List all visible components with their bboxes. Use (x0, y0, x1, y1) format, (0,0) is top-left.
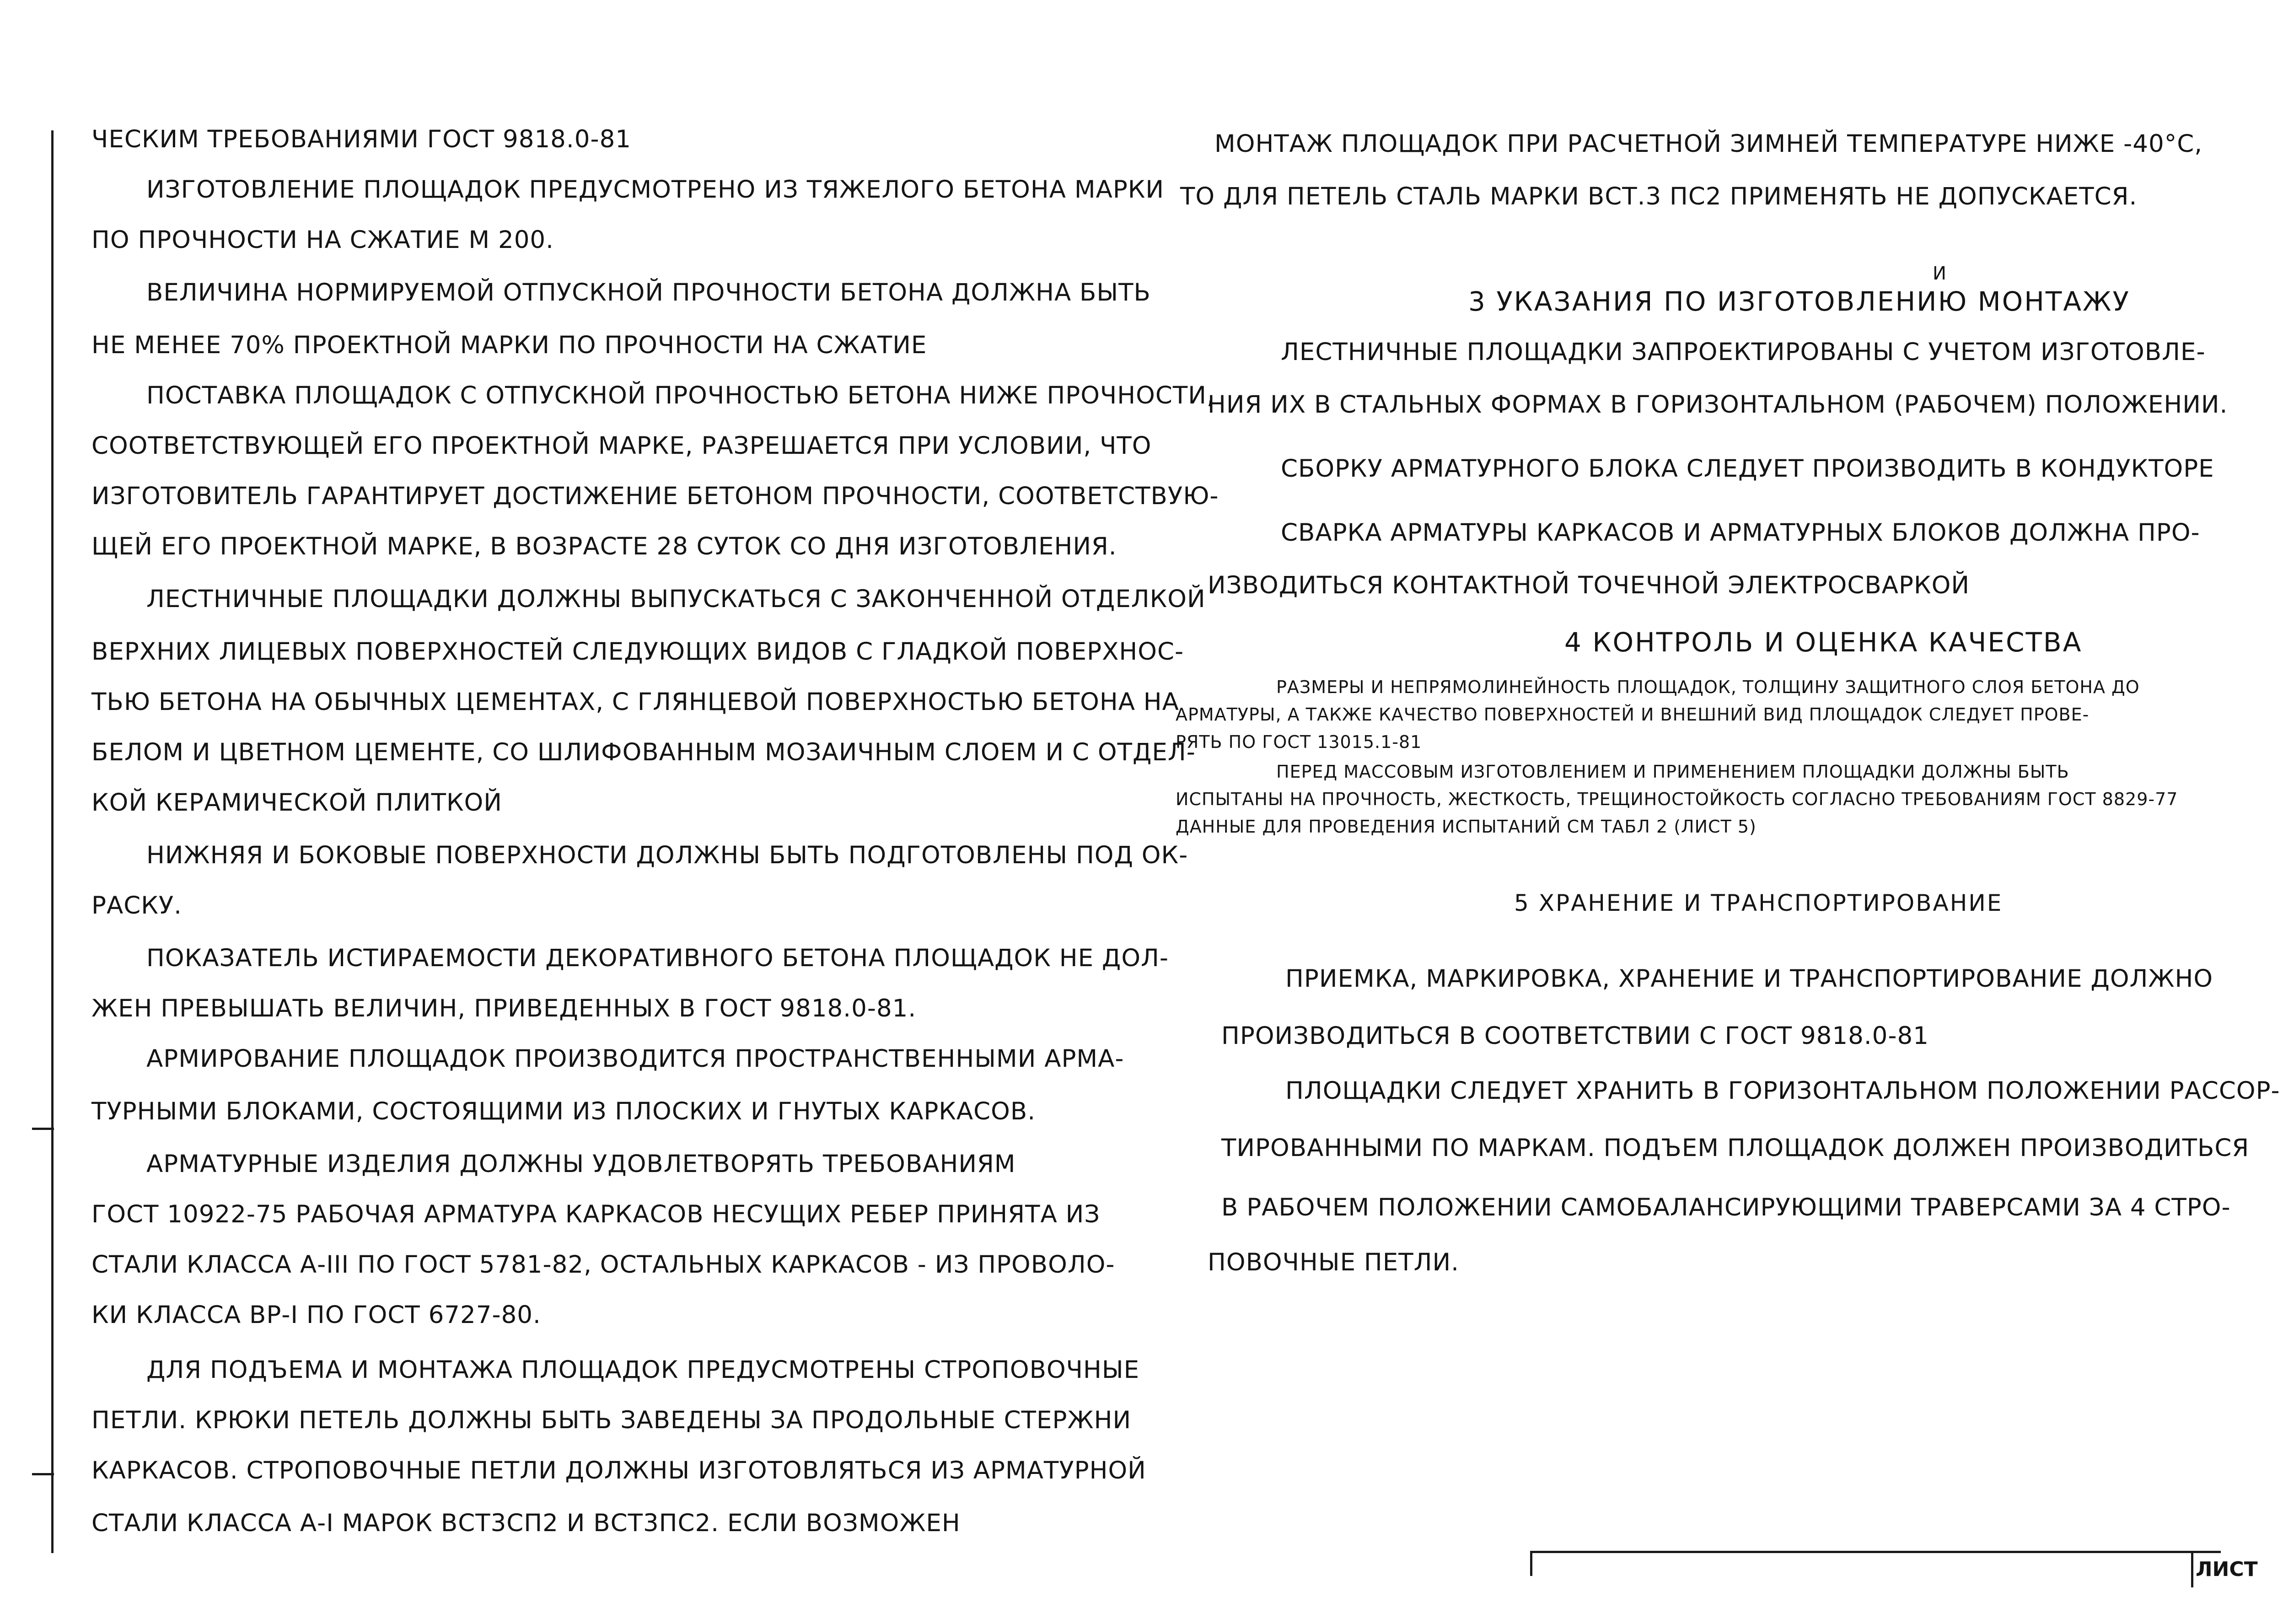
section-3-heading: 3 УКАЗАНИЯ ПО ИЗГОТОВЛЕНИЮ МОНТАЖУ (1468, 286, 2130, 317)
text-line: СТАЛИ КЛАССА А-I МАРОК ВСТ3СП2 И ВСТ3ПС2. ЕСЛИ ВОЗМОЖЕН (91, 1509, 961, 1537)
text-line: ЛЕСТНИЧНЫЕ ПЛОЩАДКИ ЗАПРОЕКТИРОВАНЫ С УЧЕТОМ ИЗГОТОВЛЕ- (1281, 338, 2206, 366)
text-line: ПЛОЩАДКИ СЛЕДУЕТ ХРАНИТЬ В ГОРИЗОНТАЛЬНОМ ПОЛОЖЕНИИ РАССОР- (1285, 1077, 2280, 1105)
text-line: ПРОИЗВОДИТЬСЯ В СООТВЕТСТВИИ С ГОСТ 9818.0-81 (1221, 1022, 1929, 1050)
text-line: ЧЕСКИМ ТРЕБОВАНИЯМИ ГОСТ 9818.0-81 (91, 125, 632, 153)
text-line: ДЛЯ ПОДЪЕМА И МОНТАЖА ПЛОЩАДОК ПРЕДУСМОТРЕНЫ СТРОПОВОЧНЫЕ (146, 1356, 1140, 1384)
text-line: В РАБОЧЕМ ПОЛОЖЕНИИ САМОБАЛАНСИРУЮЩИМИ ТРАВЕРСАМИ ЗА 4 СТРО- (1221, 1194, 2231, 1221)
text-line: ПОВОЧНЫЕ ПЕТЛИ. (1208, 1248, 1459, 1276)
title-block-tick (2191, 1551, 2193, 1587)
text-line: СБОРКУ АРМАТУРНОГО БЛОКА СЛЕДУЕТ ПРОИЗВОДИТЬ В КОНДУКТОРЕ (1281, 455, 2214, 483)
small-text-line: РАЗМЕРЫ И НЕПРЯМОЛИНЕЙНОСТЬ ПЛОЩАДОК, ТОЛЩИНУ ЗАЩИТНОГО СЛОЯ БЕТОНА ДО (1276, 677, 2140, 697)
text-line: КАРКАСОВ. СТРОПОВОЧНЫЕ ПЕТЛИ ДОЛЖНЫ ИЗГОТОВЛЯТЬСЯ ИЗ АРМАТУРНОЙ (91, 1457, 1146, 1484)
section-5-heading: 5 ХРАНЕНИЕ И ТРАНСПОРТИРОВАНИЕ (1514, 890, 2003, 916)
text-line: НИЯ ИХ В СТАЛЬНЫХ ФОРМАХ В ГОРИЗОНТАЛЬНОМ (РАБОЧЕМ) ПОЛОЖЕНИИ. (1208, 391, 2228, 419)
text-line: СООТВЕТСТВУЮЩЕЙ ЕГО ПРОЕКТНОЙ МАРКЕ, РАЗРЕШАЕТСЯ ПРИ УСЛОВИИ, ЧТО (91, 432, 1152, 460)
sheet-label: ЛИСТ (2196, 1558, 2258, 1581)
text-line: ТУРНЫМИ БЛОКАМИ, СОСТОЯЩИМИ ИЗ ПЛОСКИХ И ГНУТЫХ КАРКАСОВ. (91, 1097, 1036, 1125)
text-line: ВЕРХНИХ ЛИЦЕВЫХ ПОВЕРХНОСТЕЙ СЛЕДУЮЩИХ ВИДОВ С ГЛАДКОЙ ПОВЕРХНОС- (91, 638, 1184, 666)
title-block-border (1530, 1551, 2221, 1553)
binding-margin-line (51, 130, 54, 1553)
title-block-tick (1530, 1551, 1532, 1576)
text-line: СТАЛИ КЛАССА А-III ПО ГОСТ 5781-82, ОСТАЛЬНЫХ КАРКАСОВ - ИЗ ПРОВОЛО- (91, 1251, 1115, 1279)
text-line: ИЗВОДИТЬСЯ КОНТАКТНОЙ ТОЧЕЧНОЙ ЭЛЕКТРОСВАРКОЙ (1208, 571, 1970, 599)
margin-tick (32, 1473, 54, 1475)
text-line: НЕ МЕНЕЕ 70% ПРОЕКТНОЙ МАРКИ ПО ПРОЧНОСТИ НА СЖАТИЕ (91, 331, 927, 359)
text-line: РАСКУ. (91, 892, 182, 920)
text-line: БЕЛОМ И ЦВЕТНОМ ЦЕМЕНТЕ, СО ШЛИФОВАННЫМ МОЗАИЧНЫМ СЛОЕМ И С ОТДЕЛ- (91, 738, 1196, 766)
text-line: ЛЕСТНИЧНЫЕ ПЛОЩАДКИ ДОЛЖНЫ ВЫПУСКАТЬСЯ С ЗАКОНЧЕННОЙ ОТДЕЛКОЙ (146, 585, 1206, 613)
text-line: КОЙ КЕРАМИЧЕСКОЙ ПЛИТКОЙ (91, 789, 502, 817)
text-line: ПЕТЛИ. КРЮКИ ПЕТЕЛЬ ДОЛЖНЫ БЫТЬ ЗАВЕДЕНЫ ЗА ПРОДОЛЬНЫЕ СТЕРЖНИ (91, 1406, 1132, 1434)
text-line: АРМИРОВАНИЕ ПЛОЩАДОК ПРОИЗВОДИТСЯ ПРОСТРАНСТВЕННЫМИ АРМА- (146, 1045, 1124, 1073)
text-line: ПО ПРОЧНОСТИ НА СЖАТИЕ М 200. (91, 226, 554, 254)
small-text-line: ПЕРЕД МАССОВЫМ ИЗГОТОВЛЕНИЕМ И ПРИМЕНЕНИЕМ ПЛОЩАДКИ ДОЛЖНЫ БЫТЬ (1276, 762, 2069, 782)
text-line: МОНТАЖ ПЛОЩАДОК ПРИ РАСЧЕТНОЙ ЗИМНЕЙ ТЕМПЕРАТУРЕ НИЖЕ -40°С, (1214, 130, 2203, 158)
small-text-line: АРМАТУРЫ, А ТАКЖЕ КАЧЕСТВО ПОВЕРХНОСТЕЙ И ВНЕШНИЙ ВИД ПЛОЩАДОК СЛЕДУЕТ ПРОВЕ- (1176, 704, 2090, 725)
text-line: ИЗГОТОВЛЕНИЕ ПЛОЩАДОК ПРЕДУСМОТРЕНО ИЗ ТЯЖЕЛОГО БЕТОНА МАРКИ (146, 176, 1165, 204)
small-text-line: ИСПЫТАНЫ НА ПРОЧНОСТЬ, ЖЕСТКОСТЬ, ТРЕЩИНОСТОЙКОСТЬ СОГЛАСНО ТРЕБОВАНИЯМ ГОСТ 8829-77 (1176, 789, 2178, 809)
text-line: ТЬЮ БЕТОНА НА ОБЫЧНЫХ ЦЕМЕНТАХ, С ГЛЯНЦЕВОЙ ПОВЕРХНОСТЬЮ БЕТОНА НА (91, 688, 1179, 716)
insert-mark: И (1933, 263, 1946, 284)
text-line: ПРИЕМКА, МАРКИРОВКА, ХРАНЕНИЕ И ТРАНСПОРТИРОВАНИЕ ДОЛЖНО (1285, 965, 2213, 993)
text-line: ТИРОВАННЫМИ ПО МАРКАМ. ПОДЪЕМ ПЛОЩАДОК ДОЛЖЕН ПРОИЗВОДИТЬСЯ (1221, 1134, 2250, 1162)
text-line: ПОСТАВКА ПЛОЩАДОК С ОТПУСКНОЙ ПРОЧНОСТЬЮ БЕТОНА НИЖЕ ПРОЧНОСТИ, (146, 382, 1215, 409)
section-4-heading: 4 КОНТРОЛЬ И ОЦЕНКА КАЧЕСТВА (1564, 627, 2083, 658)
text-line: КИ КЛАССА ВР-I ПО ГОСТ 6727-80. (91, 1301, 541, 1329)
text-line: ГОСТ 10922-75 РАБОЧАЯ АРМАТУРА КАРКАСОВ НЕСУЩИХ РЕБЕР ПРИНЯТА ИЗ (91, 1200, 1101, 1228)
text-line: ПОКАЗАТЕЛЬ ИСТИРАЕМОСТИ ДЕКОРАТИВНОГО БЕТОНА ПЛОЩАДОК НЕ ДОЛ- (146, 944, 1169, 972)
text-line: ЩЕЙ ЕГО ПРОЕКТНОЙ МАРКЕ, В ВОЗРАСТЕ 28 СУТОК СО ДНЯ ИЗГОТОВЛЕНИЯ. (91, 532, 1117, 560)
margin-tick (32, 1128, 54, 1130)
text-line: СВАРКА АРМАТУРЫ КАРКАСОВ И АРМАТУРНЫХ БЛОКОВ ДОЛЖНА ПРО- (1281, 519, 2200, 547)
text-line: ИЗГОТОВИТЕЛЬ ГАРАНТИРУЕТ ДОСТИЖЕНИЕ БЕТОНОМ ПРОЧНОСТИ, СООТВЕТСТВУЮ- (91, 482, 1219, 510)
text-line: ВЕЛИЧИНА НОРМИРУЕМОЙ ОТПУСКНОЙ ПРОЧНОСТИ БЕТОНА ДОЛЖНА БЫТЬ (146, 279, 1151, 307)
text-line: АРМАТУРНЫЕ ИЗДЕЛИЯ ДОЛЖНЫ УДОВЛЕТВОРЯТЬ ТРЕБОВАНИЯМ (146, 1150, 1016, 1178)
text-line: ЖЕН ПРЕВЫШАТЬ ВЕЛИЧИН, ПРИВЕДЕННЫХ В ГОСТ 9818.0-81. (91, 995, 917, 1022)
small-text-line: ДАННЫЕ ДЛЯ ПРОВЕДЕНИЯ ИСПЫТАНИЙ СМ ТАБЛ 2 (ЛИСТ 5) (1176, 817, 1757, 837)
text-line: НИЖНЯЯ И БОКОВЫЕ ПОВЕРХНОСТИ ДОЛЖНЫ БЫТЬ ПОДГОТОВЛЕНЫ ПОД ОК- (146, 841, 1188, 869)
small-text-line: РЯТЬ ПО ГОСТ 13015.1-81 (1176, 732, 1422, 752)
text-line: ТО ДЛЯ ПЕТЕЛЬ СТАЛЬ МАРКИ ВСТ.3 ПС2 ПРИМЕНЯТЬ НЕ ДОПУСКАЕТСЯ. (1180, 183, 2138, 210)
